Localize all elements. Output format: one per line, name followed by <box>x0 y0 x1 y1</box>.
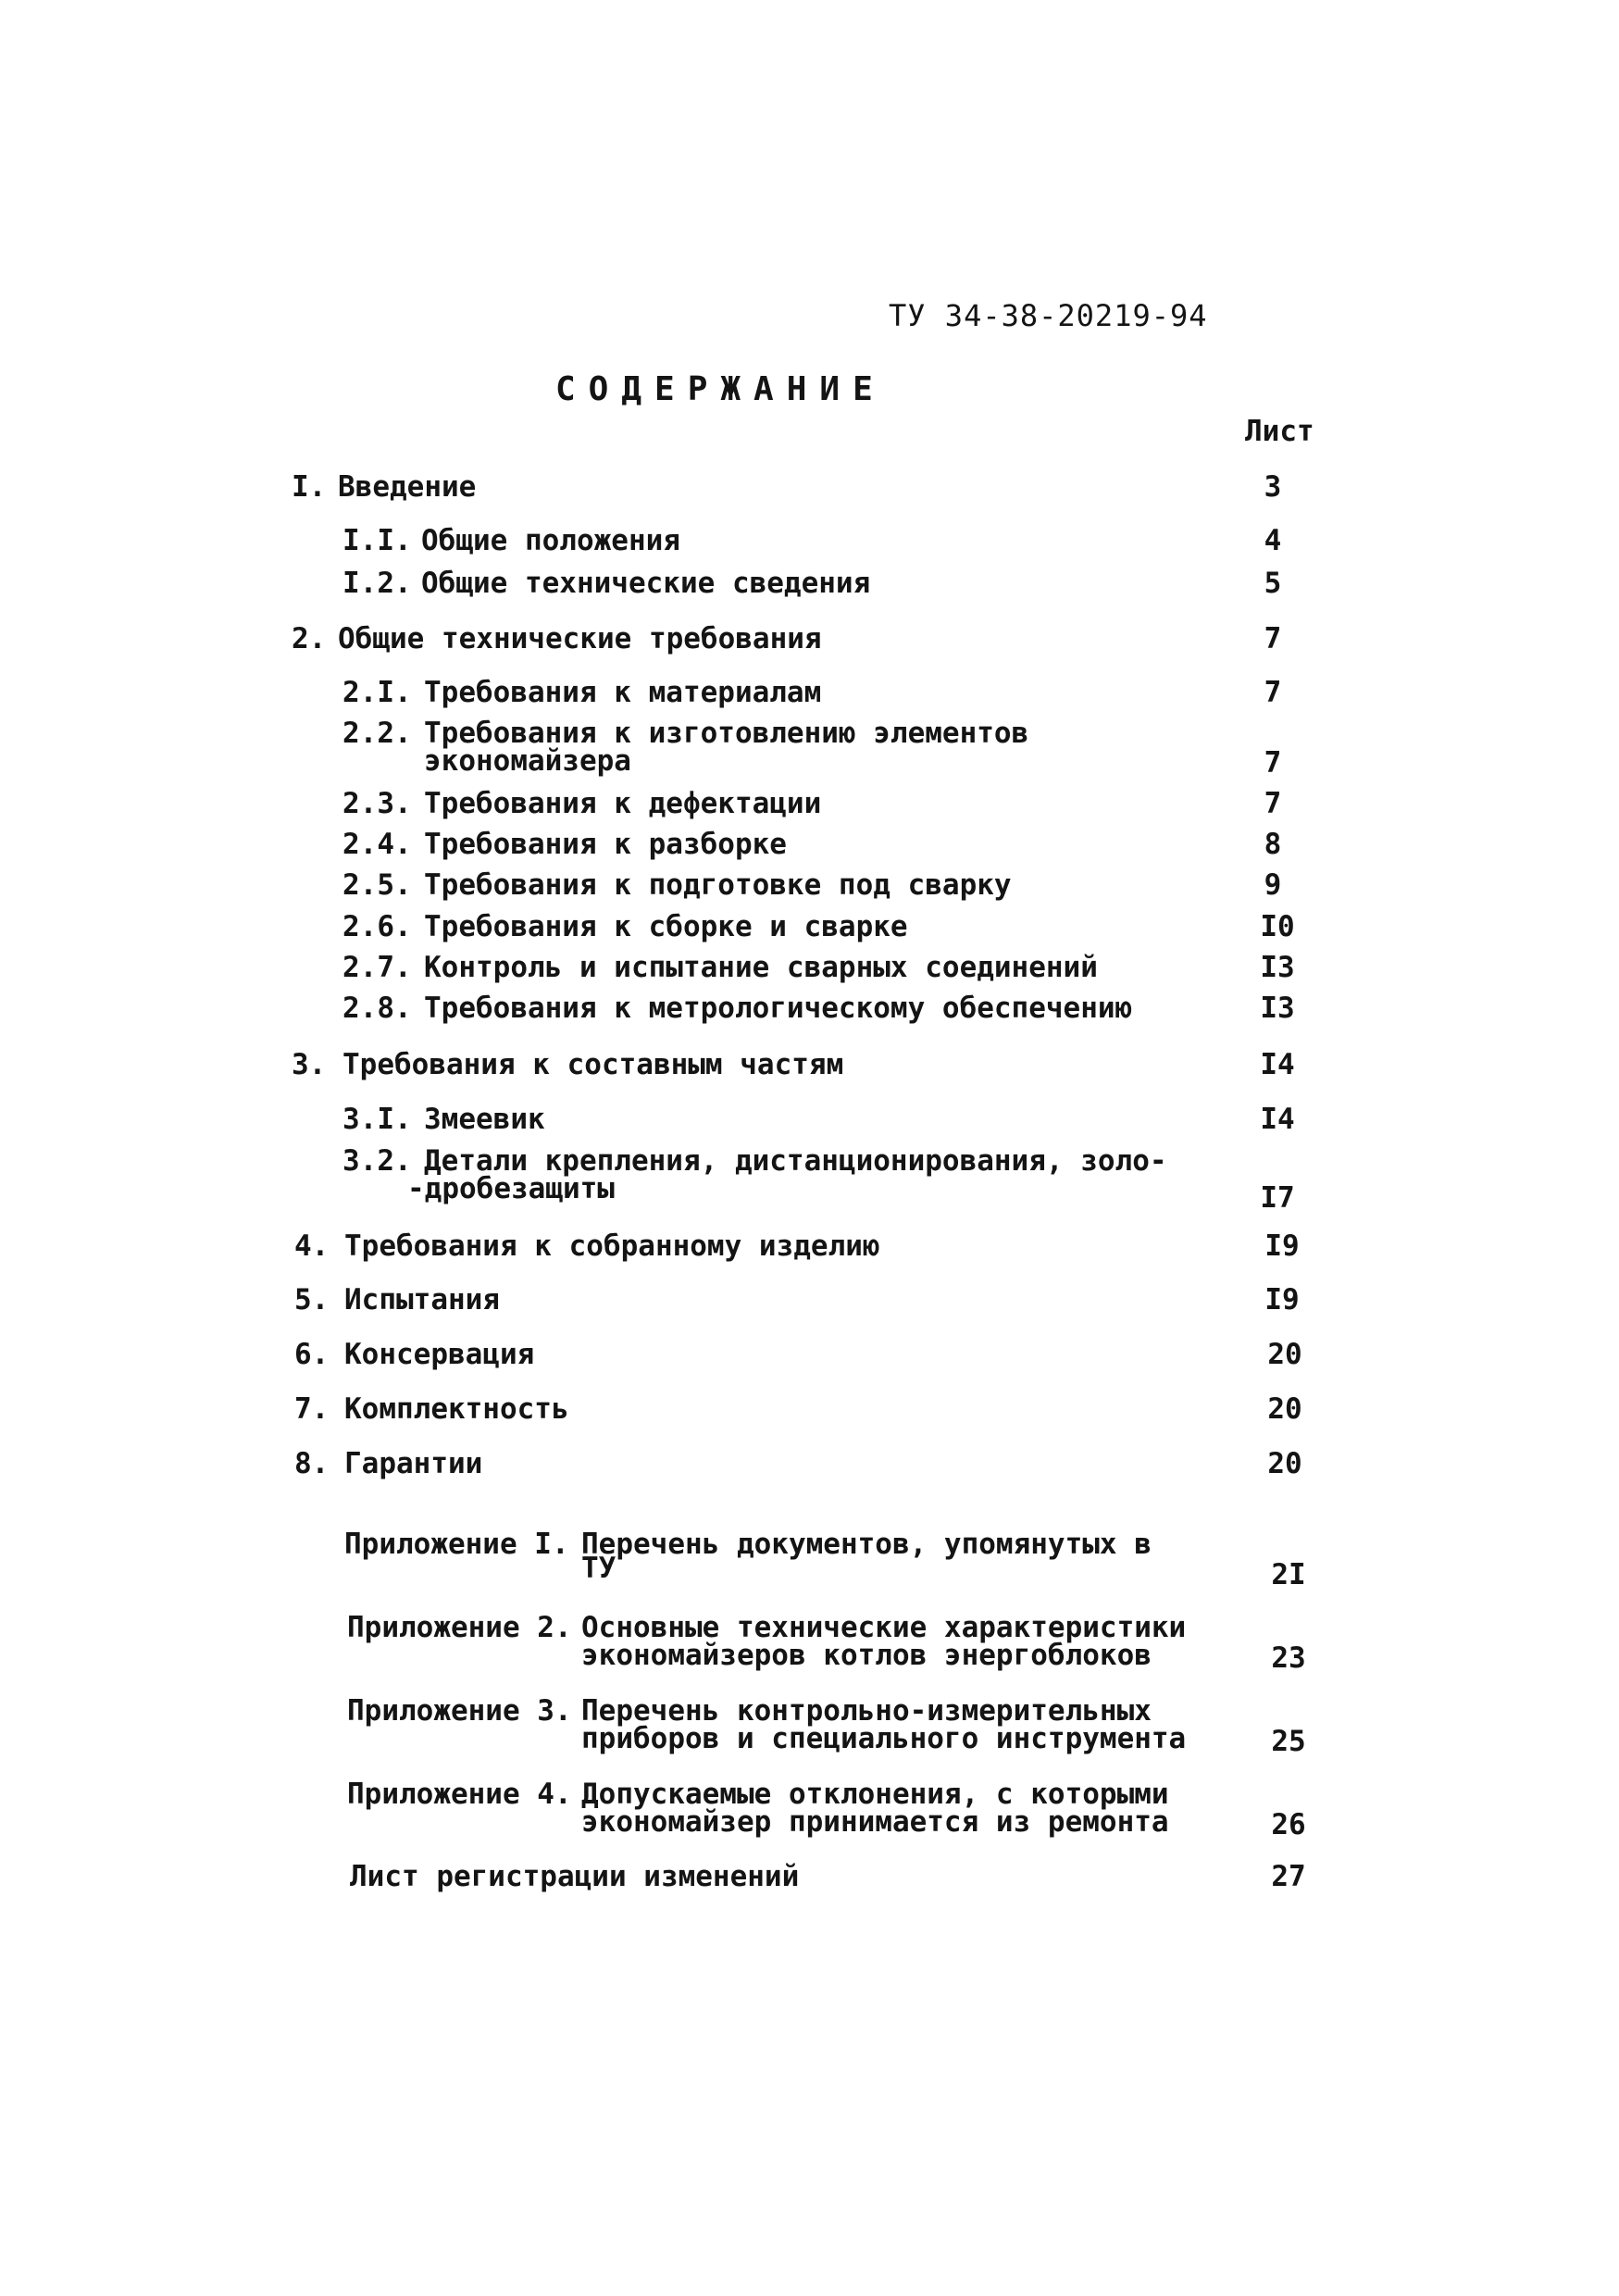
appendix-page: 26 <box>1271 1808 1306 1841</box>
toc-text: Общие положения <box>421 524 680 557</box>
appendix-text-continuation: экономайзер принимается из ремонта <box>581 1805 1169 1839</box>
appendix-text: Перечень документов, упомянутых в <box>581 1528 1152 1561</box>
appendix-text-continuation: ТУ <box>581 1552 616 1585</box>
toc-text: Общие технические требования <box>338 622 822 655</box>
toc-number: 2.2. <box>342 717 412 750</box>
toc-page: 20 <box>1267 1447 1302 1480</box>
toc-page: 4 <box>1264 524 1282 557</box>
toc-page: 7 <box>1264 676 1282 709</box>
toc-text: Требования к сборке и сварке <box>424 910 908 943</box>
toc-page: 5 <box>1264 567 1282 600</box>
toc-text: Испытания <box>344 1283 500 1316</box>
appendix-page: 25 <box>1271 1725 1306 1758</box>
toc-number: 2.7. <box>342 951 412 984</box>
appendix-text: Основные технические характеристики <box>581 1611 1187 1644</box>
toc-number: 2.8. <box>342 992 412 1025</box>
appendix-label: Приложение 3. <box>347 1694 572 1728</box>
appendix-text: Перечень контрольно-измерительных <box>581 1694 1152 1728</box>
appendix-label: Приложение I. <box>344 1528 569 1561</box>
toc-number: 3. <box>292 1048 327 1081</box>
toc-number: 7. <box>294 1392 330 1426</box>
appendix-text-continuation: приборов и специального инструмента <box>581 1722 1187 1755</box>
toc-number: 2.3. <box>342 787 412 820</box>
toc-number: 6. <box>294 1338 330 1371</box>
toc-text: Контроль и испытание сварных соединений <box>424 951 1098 984</box>
toc-page: 8 <box>1264 828 1282 861</box>
toc-number: 8. <box>294 1447 330 1480</box>
toc-page: 20 <box>1267 1392 1302 1426</box>
toc-number: I.2. <box>342 567 412 600</box>
toc-text: Требования к дефектации <box>424 787 822 820</box>
page-title: СОДЕРЖАНИЕ <box>555 370 886 408</box>
toc-text: Змеевик <box>424 1103 545 1136</box>
toc-text: Требования к составным частям <box>342 1048 844 1081</box>
toc-page: 7 <box>1264 746 1282 780</box>
appendix-page: 2I <box>1271 1558 1306 1591</box>
toc-page: 9 <box>1264 868 1282 902</box>
toc-number: 2.I. <box>342 676 412 709</box>
toc-text: Требования к материалам <box>424 676 822 709</box>
toc-text: Введение <box>338 470 477 504</box>
toc-text: Требования к метрологическому обеспечению <box>424 992 1133 1025</box>
toc-text: Гарантии <box>344 1447 483 1480</box>
toc-number: 2.5. <box>342 868 412 902</box>
toc-text: Консервация <box>344 1338 535 1371</box>
appendix-page: 23 <box>1271 1641 1306 1675</box>
toc-page: I0 <box>1260 910 1295 943</box>
toc-page: 20 <box>1267 1338 1302 1371</box>
toc-number: 5. <box>294 1283 330 1316</box>
toc-number: 2.4. <box>342 828 412 861</box>
toc-text: Общие технические сведения <box>421 567 871 600</box>
toc-text: Требования к изготовлению элементов <box>424 717 1029 750</box>
toc-number: I. <box>292 470 327 504</box>
appendix-label: Приложение 2. <box>347 1611 572 1644</box>
toc-page: I9 <box>1264 1229 1300 1263</box>
registration-page: 27 <box>1271 1860 1306 1893</box>
toc-text: Детали крепления, дистанционирования, золо- <box>424 1144 1167 1178</box>
registration-text: Лист регистрации изменений <box>350 1860 800 1893</box>
toc-page: I3 <box>1260 951 1295 984</box>
toc-text: Требования к разборке <box>424 828 787 861</box>
toc-page: I7 <box>1260 1181 1295 1215</box>
toc-number: 2.6. <box>342 910 412 943</box>
toc-number: 3.I. <box>342 1103 412 1136</box>
appendix-label: Приложение 4. <box>347 1778 572 1811</box>
toc-page: I3 <box>1260 992 1295 1025</box>
toc-page: 3 <box>1264 470 1282 504</box>
toc-text: Требования к подготовке под сварку <box>424 868 1012 902</box>
toc-page: I9 <box>1264 1283 1300 1316</box>
toc-number: 3.2. <box>342 1144 412 1178</box>
document-code: ТУ 34-38-20219-94 <box>889 298 1208 333</box>
appendix-text: Допускаемые отклонения, с которыми <box>581 1778 1169 1811</box>
toc-text: Комплектность <box>344 1392 569 1426</box>
toc-number: 4. <box>294 1229 330 1263</box>
appendix-text-continuation: экономайзеров котлов энергоблоков <box>581 1639 1152 1672</box>
sheet-column-header: Лист <box>1245 415 1314 448</box>
toc-text-continuation: -дробезащиты <box>407 1172 615 1205</box>
toc-page: I4 <box>1260 1103 1295 1136</box>
toc-page: 7 <box>1264 787 1282 820</box>
toc-text: Требования к собранному изделию <box>344 1229 880 1263</box>
toc-page: I4 <box>1260 1048 1295 1081</box>
toc-number: I.I. <box>342 524 412 557</box>
toc-page: 7 <box>1264 622 1282 655</box>
toc-number: 2. <box>292 622 327 655</box>
toc-text-continuation: экономайзера <box>424 744 631 778</box>
